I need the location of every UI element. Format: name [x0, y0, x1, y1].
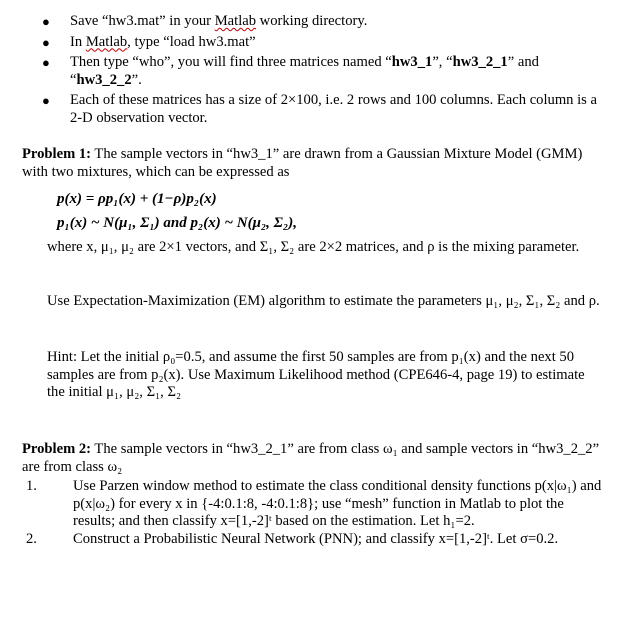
- problem-2-label: Problem 2:: [22, 441, 92, 457]
- instruction-text: ” and “: [70, 54, 539, 88]
- matrix-name: hw3_1: [391, 54, 433, 70]
- problem-2-intro: [22, 441, 602, 476]
- instruction-text: In: [70, 33, 86, 50]
- list-item: [22, 478, 602, 531]
- problem-2-list: [22, 478, 602, 548]
- problem-1-text: The sample vectors in “hw3_1” are drawn from a Gaussian Mixture Model (GMM) with two mixtures, which can be expressed as: [22, 146, 583, 180]
- spellcheck-word: Matlab: [214, 13, 257, 29]
- gmm-equation: p(x) = ρp₁(x) + (1−ρ)p₂(x): [57, 191, 217, 207]
- matrix-name: hw3_2_2: [76, 71, 132, 88]
- instruction-text: working directory.: [256, 13, 368, 29]
- component-equation: p₁(x) ~ N(μ₁, Σ₁) and p₂(x) ~ N(μ₂, Σ₂),: [57, 215, 297, 231]
- em-instruction: Use Expectation-Maximization (EM) algorithm to estimate the parameters μ₁, μ₂, Σ₁, Σ₂ and ρ.: [47, 293, 600, 309]
- instruction-item: [40, 34, 600, 52]
- item-number: 2.: [26, 530, 37, 547]
- problem-1-intro: [22, 146, 602, 181]
- matrix-name: hw3_2_1: [452, 54, 508, 70]
- spellcheck-word: Matlab: [85, 33, 128, 50]
- problem-2-text: The sample vectors in “hw3_2_1” are from class ω₁ and sample vectors in “hw3_2_2” are from class ω₂: [22, 441, 600, 475]
- instruction-item: [40, 13, 600, 31]
- item-number: 1.: [26, 478, 37, 494]
- item-text: Use Parzen window method to estimate the class conditional density functions p(x|ω₁) and p(x|ω₂) for every x in {-4:0.1:8, -4:0.1:8}; use “mesh” function in Matlab to plot the results; and then classify x=[1,-2]ᵗ based on the estimation. Let h₁=2.: [73, 478, 602, 529]
- bullet-icon: ●: [42, 55, 50, 70]
- bullet-icon: ●: [42, 34, 50, 50]
- instruction-text: Each of these matrices has a size of 2×100, i.e. 2 rows and 100 columns. Each column is a 2-D observation vector.: [70, 92, 597, 126]
- bullet-icon: ●: [42, 14, 50, 29]
- instruction-item: [40, 92, 600, 127]
- instruction-text: ”, “: [432, 54, 453, 70]
- instruction-text: , type “load hw3.mat”: [127, 33, 256, 50]
- item-text: Construct a Probabilistic Neural Network (PNN); and classify x=[1,-2]ᵗ. Let σ=0.2.: [73, 530, 559, 547]
- instruction-text: Then type “who”, you will find three matrices named “: [70, 54, 392, 70]
- instruction-text: Save “hw3.mat” in your: [70, 13, 215, 29]
- problem-1-label: Problem 1:: [22, 146, 92, 162]
- list-item: [22, 531, 602, 549]
- bullet-icon: ●: [42, 93, 50, 108]
- instructions-list: [40, 13, 600, 130]
- where-clause: where x, μ₁, μ₂ are 2×1 vectors, and Σ₁, Σ₂ are 2×2 matrices, and ρ is the mixing parameter.: [47, 239, 580, 255]
- instruction-item: [40, 54, 600, 89]
- hint-text: Hint: Let the initial ρ₀=0.5, and assume the first 50 samples are from p₁(x) and the next 50 samples are from p₂(x). Use Maximum Likelihood method (CPE646-4, page 19) to estimate the initial μ₁, μ₂, Σ₁, Σ₂: [47, 349, 585, 400]
- instruction-text: ”.: [131, 71, 142, 88]
